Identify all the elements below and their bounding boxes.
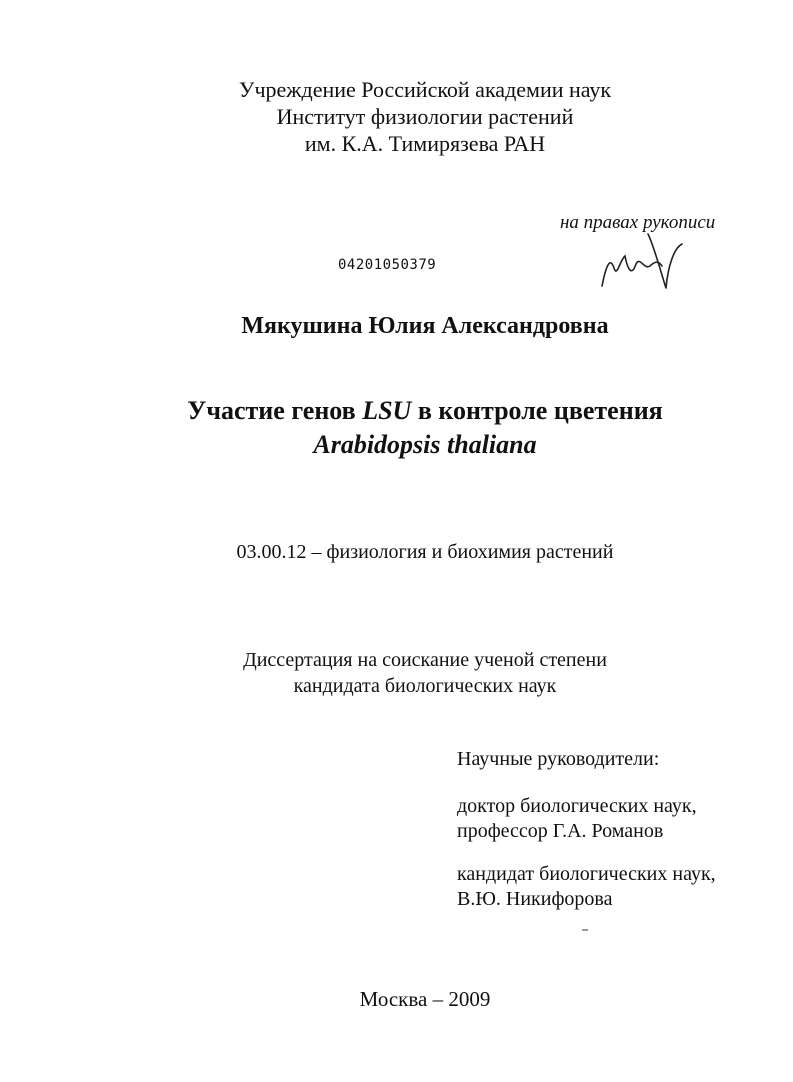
title-part-2: в контроле цветения: [411, 396, 663, 425]
degree-line-2: кандидата биологических наук: [293, 675, 557, 697]
institution-line-2: Институт физиологии растений: [276, 104, 574, 129]
supervisor-first-degree: доктор биологических наук,: [457, 795, 697, 817]
author-name: Мякушина Юлия Александровна: [241, 313, 609, 339]
supervisors-heading: Научные руководители:: [457, 748, 660, 770]
title-species: Arabidopsis thaliana: [313, 430, 537, 459]
supervisor-second: [457, 862, 716, 912]
degree-line-1: Диссертация на соискание ученой степени: [243, 649, 607, 671]
institution-line-3: им. К.А. Тимирязева РАН: [304, 131, 546, 156]
dissertation-title: [0, 394, 793, 462]
manuscript-rights-note: на правах рукописи: [560, 212, 716, 233]
title-gene: LSU: [362, 396, 412, 425]
handwritten-signature: [592, 226, 692, 298]
degree-statement: [0, 647, 793, 699]
title-part-1: Участие генов: [187, 396, 363, 425]
supervisor-second-name: В.Ю. Никифорова: [457, 888, 613, 910]
supervisor-first: [457, 794, 716, 844]
supervisor-second-degree: кандидат биологических наук,: [457, 863, 716, 885]
institution-line-1: Учреждение Российской академии наук: [238, 77, 612, 102]
supervisors-block: [457, 747, 716, 930]
institution-header: [0, 76, 793, 157]
scan-speck: [582, 929, 588, 931]
city-year: Москва – 2009: [359, 987, 491, 1011]
supervisor-first-name: профессор Г.А. Романов: [457, 820, 664, 842]
document-id: 04201050379: [338, 257, 437, 273]
title-line-1: [0, 394, 793, 428]
specialty-code: 03.00.12 – физиология и биохимия растений: [236, 541, 614, 563]
